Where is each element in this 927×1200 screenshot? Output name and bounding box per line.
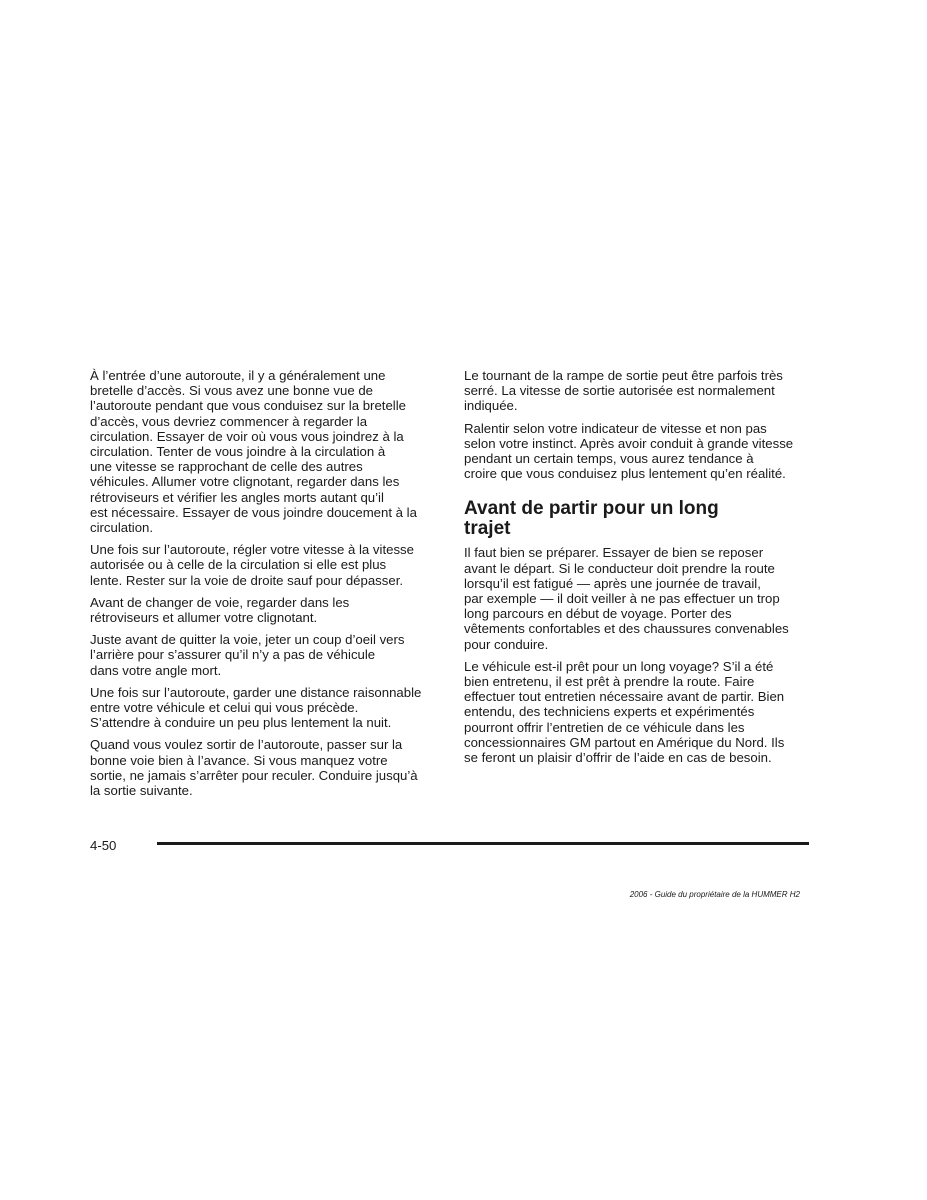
text-line: circulation. Essayer de voir où vous vous joindrez à la: [90, 428, 404, 444]
text-line: la sortie suivante.: [90, 783, 193, 799]
footer-rule: [157, 842, 809, 845]
text-line: pour conduire.: [464, 636, 549, 652]
text-line: entre votre véhicule et celui qui vous précède.: [90, 700, 359, 716]
text-line: Une fois sur l’autoroute, garder une distance raisonnable: [90, 684, 422, 700]
text-line: concessionnaires GM partout en Amérique du Nord. Ils: [464, 734, 785, 750]
footer-text: 2006 - Guide du propriétaire de la HUMMER H2: [629, 890, 800, 899]
text-line: par exemple — il doit veiller à ne pas effectuer un trop: [464, 591, 780, 607]
text-line: rétroviseurs et vérifier les angles morts autant qu’il: [90, 489, 384, 505]
paragraph-exit-ramp: [464, 368, 816, 414]
section-heading: [464, 499, 816, 539]
text-line: bretelle d’accès. Si vous avez une bonne vue de: [90, 383, 373, 399]
text-line: Ralentir selon votre indicateur de vitesse et non pas: [464, 420, 767, 436]
text-line: lorsqu’il est fatigué — après une journée de travail,: [464, 575, 761, 591]
text-line: d’accès, vous devriez commencer à regarder la: [90, 413, 368, 429]
text-line: À l’entrée d’une autoroute, il y a généralement une: [90, 368, 386, 383]
page-number: 4-50: [90, 838, 117, 853]
text-line: avant le départ. Si le conducteur doit prendre la route: [464, 560, 775, 576]
text-line: Avant de changer de voie, regarder dans les: [90, 594, 350, 610]
text-line: Le véhicule est-il prêt pour un long voyage? S’il a été: [464, 658, 774, 674]
text-line: S’attendre à conduire un peu plus lentement la nuit.: [90, 715, 392, 731]
text-line: Le tournant de la rampe de sortie peut être parfois très: [464, 368, 783, 383]
text-line: est nécessaire. Essayer de vous joindre doucement à la: [90, 504, 417, 520]
text-line: bonne voie bien à l’avance. Si vous manquez votre: [90, 752, 388, 768]
text-line: circulation. Tenter de vous joindre à la circulation à: [90, 444, 386, 460]
text-line: pendant un certain temps, vous aurez tendance à: [464, 451, 754, 467]
text-line: indiquée.: [464, 398, 518, 414]
text-line: sortie, ne jamais s’arrêter pour reculer. Conduire jusqu’à: [90, 767, 418, 783]
paragraph-slow-down: [464, 421, 816, 482]
text-line: Une fois sur l’autoroute, régler votre vitesse à la vitesse: [90, 542, 414, 558]
text-line: circulation.: [90, 520, 154, 536]
text-line: lente. Rester sur la voie de droite sauf pour dépasser.: [90, 572, 404, 588]
text-line: effectuer tout entretien nécessaire avant de partir. Bien: [464, 689, 785, 705]
text-line: pourront offrir l’entretien de ce véhicule dans les: [464, 719, 745, 735]
paragraph-blind-spot: [90, 632, 442, 678]
text-line: Juste avant de quitter la voie, jeter un coup d’oeil vers: [90, 632, 405, 648]
text-line: dans votre angle mort.: [90, 662, 222, 678]
heading-line: trajet: [464, 518, 511, 540]
paragraph-exit-highway: [90, 737, 442, 798]
text-line: serré. La vitesse de sortie autorisée est normalement: [464, 383, 775, 399]
right-column: [464, 368, 816, 772]
text-line: Il faut bien se préparer. Essayer de bien se reposer: [464, 545, 764, 561]
text-line: l’autoroute pendant que vous conduisez sur la bretelle: [90, 398, 406, 414]
paragraph-lane-change: [90, 595, 442, 625]
text-line: véhicules. Allumer votre clignotant, regarder dans les: [90, 474, 400, 490]
text-line: rétroviseurs et allumer votre clignotant.: [90, 610, 318, 626]
text-line: se feront un plaisir d’offrir de l’aide en cas de besoin.: [464, 750, 772, 766]
text-line: long parcours en début de voyage. Porter des: [464, 606, 732, 622]
paragraph-highway-entrance: [90, 368, 442, 535]
paragraph-prepare: [464, 545, 816, 651]
text-line: croire que vous conduisez plus lentement qu’en réalité.: [464, 466, 786, 482]
text-line: Quand vous voulez sortir de l’autoroute, passer sur la: [90, 737, 403, 753]
paragraph-speed-adjust: [90, 542, 442, 588]
paragraph-following-distance: [90, 685, 442, 731]
heading-line: Avant de partir pour un long: [464, 498, 719, 520]
left-column: [90, 368, 442, 805]
text-line: autorisée ou à celle de la circulation si elle est plus: [90, 557, 387, 573]
text-line: selon votre instinct. Après avoir conduit à grande vitesse: [464, 435, 794, 451]
text-line: entendu, des techniciens experts et expérimentés: [464, 704, 755, 720]
paragraph-vehicle-ready: [464, 659, 816, 765]
text-line: bien entretenu, il est prêt à prendre la route. Faire: [464, 674, 755, 690]
text-line: vêtements confortables et des chaussures convenables: [464, 621, 789, 637]
text-line: une vitesse se rapprochant de celle des autres: [90, 459, 363, 475]
text-line: l’arrière pour s’assurer qu’il n’y a pas de véhicule: [90, 647, 376, 663]
